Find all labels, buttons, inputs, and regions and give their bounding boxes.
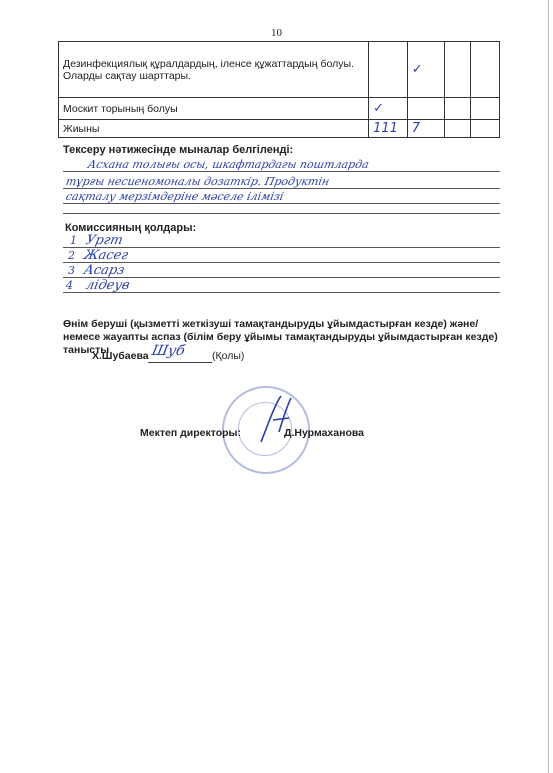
cook-signature: Шуб [150, 343, 187, 359]
commission-number: 2 [68, 249, 75, 262]
total-mark: 111 [373, 121, 398, 136]
table-row [59, 42, 500, 98]
check-mark: ✓ [411, 62, 423, 77]
check-cell [369, 42, 408, 98]
check-cell [470, 98, 499, 120]
handwritten-line: тұрғы несиеномоналы дозаткір. Продуктін [64, 175, 331, 188]
director-label: Мектеп директоры: [140, 427, 242, 439]
findings-rule [63, 203, 500, 204]
signature: лідеув [84, 278, 132, 293]
handwritten-line: сақталу мерзімдеріне мәселе ілімізі [64, 190, 285, 203]
commission-number: 3 [68, 264, 75, 277]
findings-rule [63, 171, 500, 172]
signature-line [148, 362, 212, 363]
row-label: Москит торының болуы [59, 98, 369, 120]
director-name: Д.Нурмаханова [284, 427, 365, 439]
findings-rule [63, 213, 500, 214]
total-cell [407, 120, 444, 138]
signature: Жасег [82, 248, 130, 263]
signature: Ургт [84, 233, 125, 248]
page-edge [548, 0, 549, 773]
page-number: 10 [271, 27, 282, 39]
commission-line [63, 262, 500, 263]
total-cell [369, 120, 408, 138]
check-cell [407, 42, 444, 98]
signature: Асарз [82, 263, 126, 278]
commission-number: 1 [70, 234, 77, 247]
total-mark: 7 [411, 121, 420, 136]
row-label: Дезинфекциялық құралдардың, іленсе құжаттардың болуы. Оларды сақтау шарттары. [59, 42, 369, 98]
findings-rule [63, 188, 500, 189]
sign-label: (Қолы) [212, 350, 245, 362]
check-cell [445, 42, 471, 98]
director-signature [255, 392, 295, 448]
row-label: Жиыны [59, 120, 369, 138]
cook-name: Х.Шубаева [92, 350, 149, 362]
check-cell [470, 120, 499, 138]
commission-line [63, 292, 500, 293]
table-row [59, 98, 500, 120]
checklist-table [58, 41, 500, 138]
commission-number: 4 [66, 279, 73, 292]
handwritten-line: Асхана толығы осы, шкафтардагы поштларда [86, 158, 371, 171]
check-cell [407, 98, 444, 120]
check-cell [445, 98, 471, 120]
acknowledgement-text: Өнім беруші (қызметті жеткізуші тамақтандыруды ұйымдастырған кезде) және/немесе жауапты аспаз (білім беру ұйымы тамақтандыруды ұйымдастырған кезде) танысты [63, 318, 498, 356]
check-cell [445, 120, 471, 138]
check-mark: ✓ [373, 101, 385, 116]
commission-title: Комиссияның қолдары: [65, 222, 197, 234]
check-cell [369, 98, 408, 120]
check-cell [470, 42, 499, 98]
table-row [59, 120, 500, 138]
findings-title: Тексеру нәтижесінде мыналар белгіленді: [63, 144, 294, 156]
